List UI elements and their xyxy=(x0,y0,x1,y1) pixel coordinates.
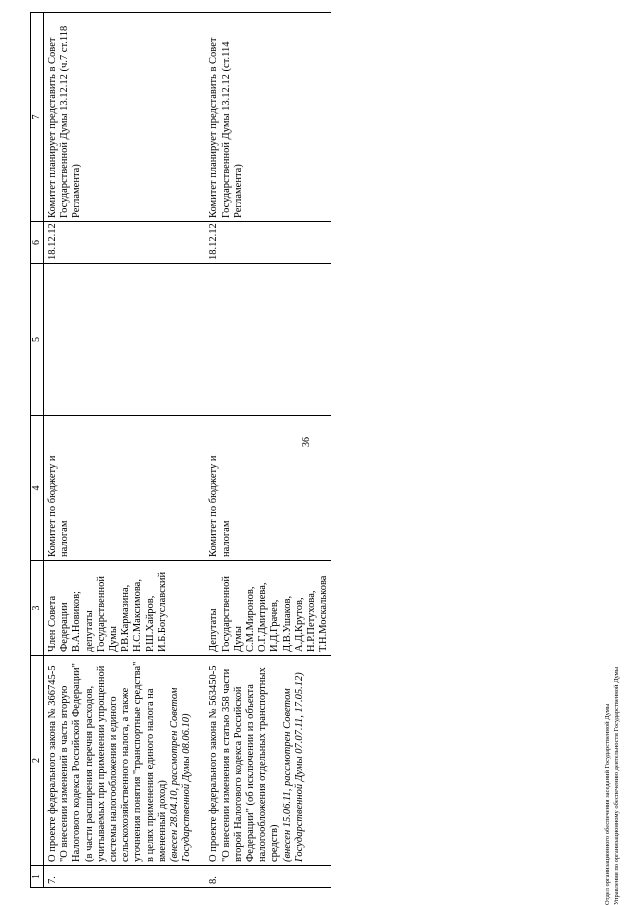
bill-note: (внесен 15.06.11, рассмотрен Советом Государственной Думы 07.07.11, 17.05.12) xyxy=(281,672,305,862)
page-number: 36 xyxy=(301,437,312,447)
bills-table xyxy=(30,12,331,888)
bill-note: (внесен 28.04.10, рассмотрен Советом Государственной Думы 08.06.10) xyxy=(169,687,193,862)
header-col-6: 6 xyxy=(31,222,44,264)
bill-status: Комитет планирует представить в Совет Государственной Думы 13.12.12 (ч.7 ст.118 Регламента) xyxy=(44,13,195,222)
bill-status: Комитет планирует представить в Совет Государственной Думы 13.12.12 (ст.114 Регламента) xyxy=(194,13,331,222)
header-col-2: 2 xyxy=(31,656,44,866)
bills-table-container xyxy=(30,13,331,888)
bill-date: 18.12.12 xyxy=(194,222,331,264)
table-row xyxy=(194,13,331,888)
bill-committee: Комитет по бюджету и налогам xyxy=(194,416,331,561)
bill-date: 18.12.12 xyxy=(44,222,195,264)
bill-col5 xyxy=(194,264,331,416)
bill-description: О проекте федерального закона № 563450-5 "О внесении изменения в статью 358 части второй Налогового кодекса Российской Федерации" (об исключении из объекта налогообложения отдельных транспортных средств) xyxy=(208,665,281,862)
footer-line-1: Отдел организационного обеспечения заседаний Государственной Думы xyxy=(604,703,611,905)
bill-committee: Комитет по бюджету и налогам xyxy=(44,416,195,561)
bill-description: О проекте федерального закона № 366745-5 "О внесении изменений в часть вторую Налогового кодекса Российской Федерации" (в части расширения перечня расходов, учитываемых при применении упрощенной системы налогообложения и единого сельскохозяйственного налога, а также уточнения понятия "транспортные средства" в целях применения единого налога на вмененный доход) xyxy=(47,661,168,862)
bill-author: Член Совета Федерации В.А.Новиков; депутаты Государственной Думы Р.В.Кармазина, Н.С.Максимова, Р.Ш.Хайров, И.Б.Богуславский xyxy=(44,561,195,656)
table-row xyxy=(44,13,195,888)
bill-col5 xyxy=(44,264,195,416)
row-number: 8. xyxy=(194,866,331,888)
bill-description-cell xyxy=(194,656,331,866)
header-col-1: 1 xyxy=(31,866,44,888)
header-col-4: 4 xyxy=(31,416,44,561)
footer-line-2: Управления по организационному обеспечению деятельности Государственной Думы xyxy=(613,666,620,905)
header-row xyxy=(31,13,44,888)
bill-author: Депутаты Государственной Думы С.М.Миронов, О.Г.Дмитриева, И.Д.Грачев, Д.В.Ушаков, А.Д.Крутов, Н.Р.Петухова, Т.Н.Москалькова xyxy=(194,561,331,656)
bill-description-cell xyxy=(44,656,195,866)
page-footer xyxy=(603,405,621,905)
header-col-3: 3 xyxy=(31,561,44,656)
row-number: 7. xyxy=(44,866,195,888)
header-col-5: 5 xyxy=(31,264,44,416)
header-col-7: 7 xyxy=(31,13,44,222)
